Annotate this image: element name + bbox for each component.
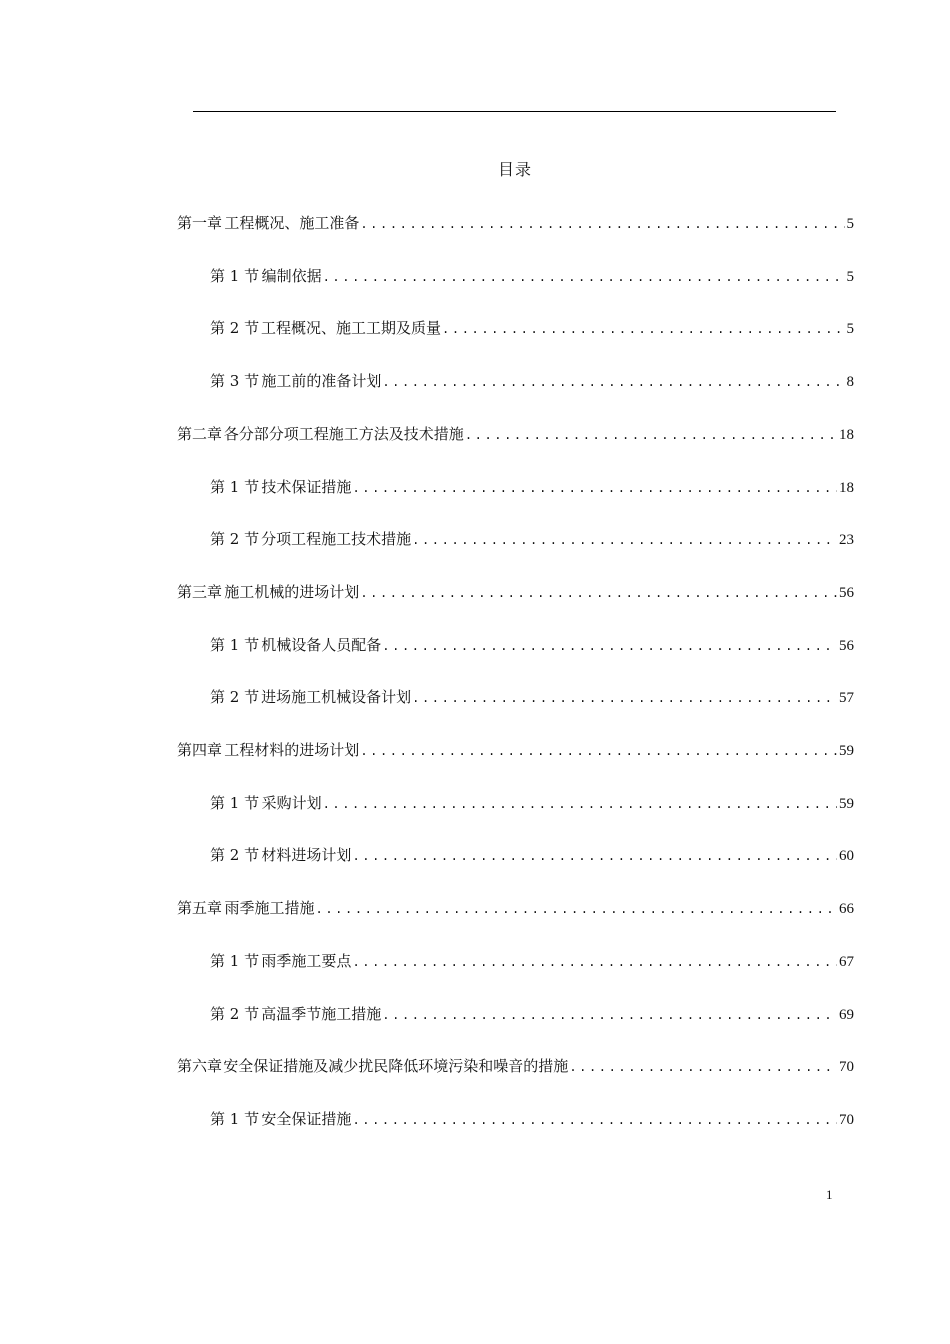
toc-entry-title: 安全保证措施及减少扰民降低环境污染和噪音的措施 <box>223 1057 569 1076</box>
toc-entry-title: 工程材料的进场计划 <box>224 741 360 759</box>
toc-entry-title: 进场施工机械设备计划 <box>261 688 412 707</box>
toc-section-entry[interactable] <box>210 791 854 815</box>
toc-entry-page: 66 <box>839 901 854 918</box>
toc-entry-page: 59 <box>839 743 854 759</box>
toc-section-entry[interactable] <box>210 843 854 867</box>
toc-dot-leader <box>352 844 837 868</box>
toc-entry-page: 67 <box>839 953 854 970</box>
toc-chapter-entry[interactable] <box>177 211 854 235</box>
toc-entry-page: 5 <box>846 321 854 338</box>
toc-dot-leader <box>323 265 845 289</box>
toc-entry-number: 第三章 <box>177 582 223 601</box>
toc-entry-title: 各分部分项工程施工方法及技术措施 <box>223 424 464 443</box>
toc-entry-number: 第五章 <box>177 899 223 918</box>
toc-dot-leader <box>382 634 837 658</box>
toc-section-entry[interactable] <box>210 369 854 393</box>
header-rule <box>193 111 836 112</box>
toc-title: 目录 <box>497 160 532 179</box>
toc-chapter-entry[interactable] <box>177 896 854 920</box>
toc-entry-title: 工程概况、施工准备 <box>224 214 360 232</box>
toc-dot-leader <box>412 686 837 710</box>
toc-entry-number: 第 1 节 <box>210 1109 260 1128</box>
toc-entry-page: 5 <box>846 268 854 285</box>
page-number: 1 <box>826 1187 833 1202</box>
toc-dot-leader <box>465 423 837 447</box>
toc-entry-title: 工程概况、施工工期及质量 <box>261 319 442 338</box>
toc-dot-leader <box>352 1108 837 1132</box>
toc-section-entry[interactable] <box>210 685 854 709</box>
toc-chapter-entry[interactable] <box>177 422 854 446</box>
toc-entry-number: 第 2 节 <box>210 1004 260 1023</box>
toc-entry-title: 雨季施工要点 <box>261 951 352 970</box>
toc-entry-page: 57 <box>839 690 854 707</box>
toc-dot-leader <box>360 212 844 236</box>
toc-section-entry[interactable] <box>210 1107 854 1131</box>
toc-entry-title: 材料进场计划 <box>261 846 352 865</box>
toc-section-entry[interactable] <box>210 949 854 973</box>
toc-entry-title: 技术保证措施 <box>261 477 352 496</box>
toc-entry-page: 18 <box>839 426 854 443</box>
toc-entry-title: 雨季施工措施 <box>224 899 315 918</box>
toc-entry-page: 56 <box>839 637 854 654</box>
toc-dot-leader <box>360 581 837 605</box>
toc-entry-number: 第二章 <box>177 424 223 443</box>
toc-section-entry[interactable] <box>210 264 854 288</box>
toc-section-entry[interactable] <box>210 1002 854 1026</box>
toc-entry-title: 施工前的准备计划 <box>261 372 382 391</box>
toc-entry-title: 施工机械的进场计划 <box>224 582 360 601</box>
toc-entry-page: 59 <box>839 795 854 812</box>
toc-entry-number: 第 1 节 <box>210 793 260 812</box>
toc-entry-number: 第 2 节 <box>210 846 260 865</box>
toc-entry-page: 8 <box>846 374 854 391</box>
toc-entry-number: 第 2 节 <box>210 688 260 707</box>
toc-chapter-entry[interactable] <box>177 1054 854 1078</box>
toc-chapter-entry[interactable] <box>177 580 854 604</box>
toc-dot-leader <box>382 370 844 394</box>
toc-entry-title: 采购计划 <box>261 793 322 812</box>
toc-entry-page: 23 <box>839 532 854 549</box>
toc-entry-number: 第 1 节 <box>210 266 260 285</box>
toc-dot-leader <box>323 792 837 816</box>
toc-chapter-entry[interactable] <box>177 738 854 762</box>
toc-entry-number: 第 3 节 <box>210 372 260 391</box>
toc-entry-number: 第一章 <box>177 214 223 232</box>
toc-entry-page: 56 <box>839 584 854 601</box>
toc-dot-leader <box>352 950 837 974</box>
toc-entry-page: 5 <box>846 216 854 232</box>
toc-entry-title: 分项工程施工技术措施 <box>261 530 412 549</box>
toc-dot-leader <box>360 739 837 763</box>
toc-dot-leader <box>316 897 837 921</box>
toc-entry-page: 70 <box>839 1111 854 1128</box>
toc-dot-leader <box>352 476 837 500</box>
toc-entry-number: 第 1 节 <box>210 635 260 654</box>
toc-entry-page: 69 <box>839 1006 854 1023</box>
toc-entry-page: 70 <box>839 1059 854 1076</box>
toc-entry-number: 第四章 <box>177 741 223 759</box>
toc-dot-leader <box>382 1003 837 1027</box>
toc-section-entry[interactable] <box>210 475 854 499</box>
toc-entry-page: 18 <box>839 479 854 496</box>
toc-entry-number: 第 2 节 <box>210 530 260 549</box>
toc-entry-number: 第 2 节 <box>210 319 260 338</box>
toc-entry-number: 第 1 节 <box>210 477 260 496</box>
toc-entry-title: 高温季节施工措施 <box>261 1004 382 1023</box>
toc-entry-title: 机械设备人员配备 <box>261 635 382 654</box>
toc-dot-leader <box>442 317 844 341</box>
toc-dot-leader <box>412 528 837 552</box>
toc-entry-title: 安全保证措施 <box>261 1109 352 1128</box>
toc-section-entry[interactable] <box>210 316 854 340</box>
toc-entry-page: 60 <box>839 848 854 865</box>
toc-entry-number: 第 1 节 <box>210 951 260 970</box>
toc-entry-title: 编制依据 <box>261 266 322 285</box>
toc-entry-number: 第六章 <box>177 1057 223 1076</box>
toc-dot-leader <box>569 1055 837 1079</box>
toc-section-entry[interactable] <box>210 527 854 551</box>
toc-section-entry[interactable] <box>210 633 854 657</box>
